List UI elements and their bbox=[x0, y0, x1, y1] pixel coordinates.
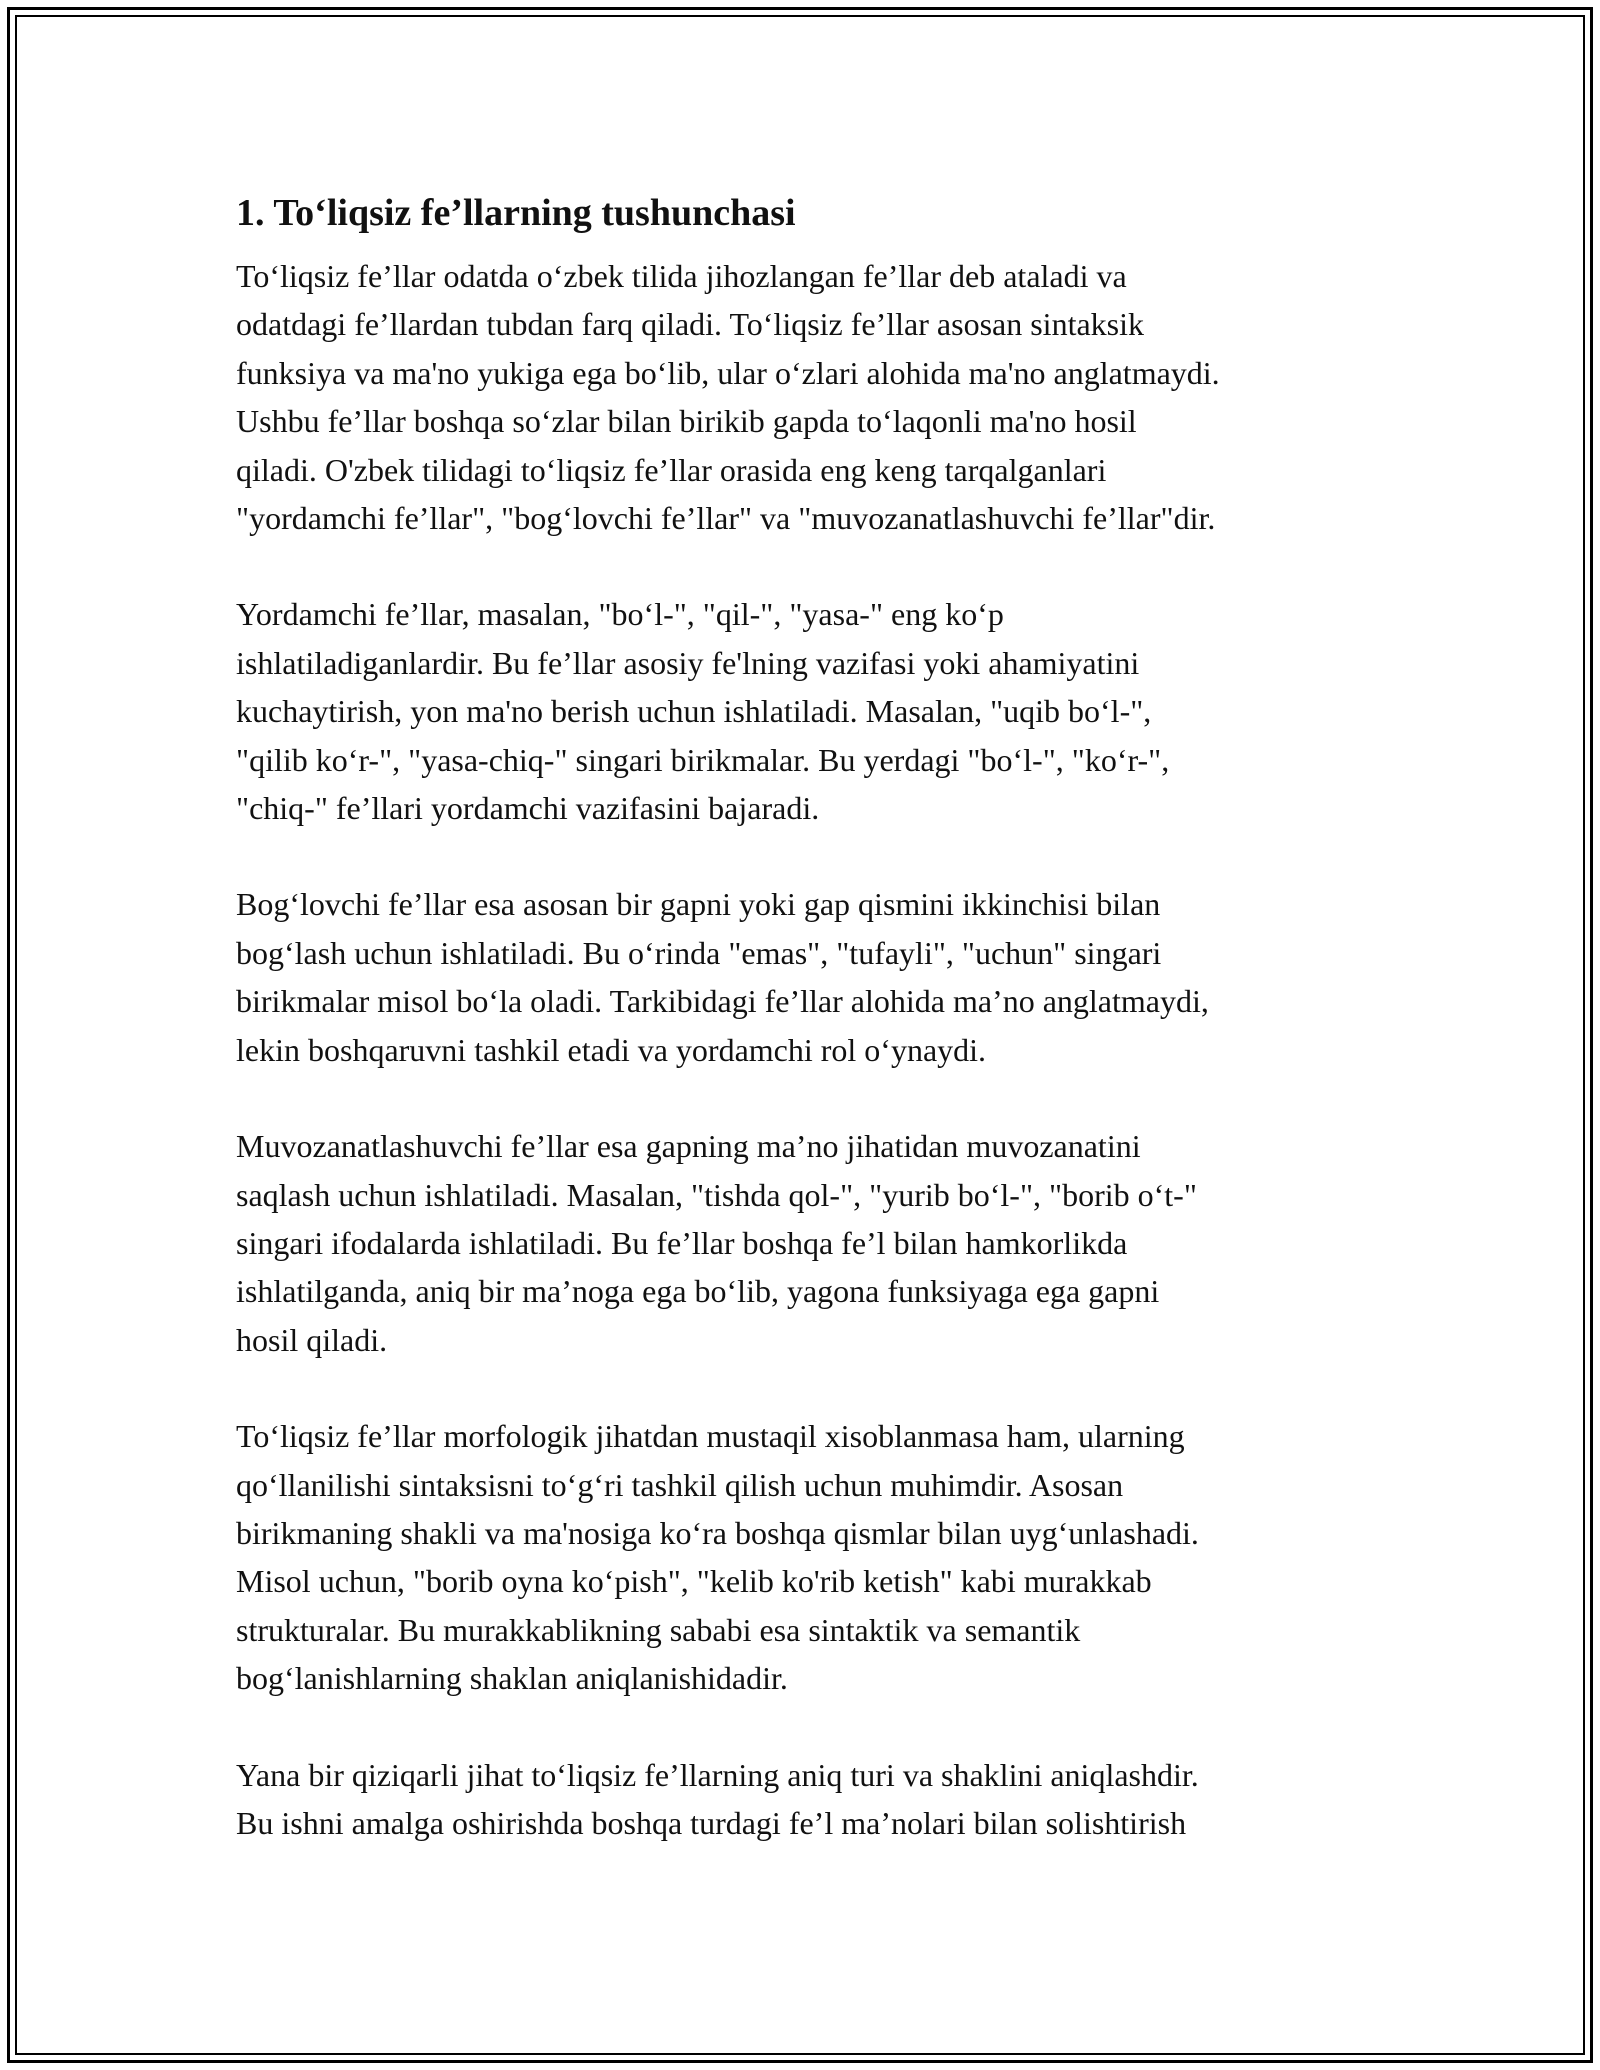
text-line: "qilib ko‘r-", "yasa-chiq-" singari birikmalar. Bu yerdagi "bo‘l-", "ko‘r-", bbox=[236, 741, 1170, 778]
paragraph-list bbox=[236, 252, 1386, 1847]
paragraph bbox=[236, 252, 1386, 542]
text-line: ishlatilganda, aniq bir ma’noga ega bo‘lib, yagona funksiyaga ega gapni bbox=[236, 1273, 1160, 1310]
text-line: strukturalar. Bu murakkablikning sababi esa sintaktik va semantik bbox=[236, 1611, 1081, 1648]
text-line: Yana bir qiziqarli jihat to‘liqsiz fe’llarning aniq turi va shaklini aniqlashdir. bbox=[236, 1756, 1199, 1793]
text-line: Yordamchi fe’llar, masalan, "bo‘l-", "qil-", "yasa-" eng ko‘p bbox=[236, 596, 1004, 633]
text-line: qo‘llanilishi sintaksisni to‘g‘ri tashkil qilish uchun muhimdir. Asosan bbox=[236, 1466, 1124, 1503]
text-line: birikmalar misol bo‘la oladi. Tarkibidagi fe’llar alohida ma’no anglatmaydi, bbox=[236, 983, 1209, 1020]
paragraph bbox=[236, 880, 1386, 1074]
text-line: "chiq-" fe’llari yordamchi vazifasini bajaradi. bbox=[236, 790, 820, 827]
text-line: kuchaytirish, yon ma'no berish uchun ishlatiladi. Masalan, "uqib bo‘l-", bbox=[236, 693, 1152, 730]
text-line: hosil qiladi. bbox=[236, 1321, 388, 1358]
text-line: bog‘lash uchun ishlatiladi. Bu o‘rinda "emas", "tufayli", "uchun" singari bbox=[236, 934, 1162, 971]
paragraph bbox=[236, 590, 1386, 832]
text-line: odatdagi fe’llardan tubdan farq qiladi. To‘liqsiz fe’llar asosan sintaksik bbox=[236, 306, 1144, 343]
text-line: bog‘lanishlarning shaklan aniqlanishidadir. bbox=[236, 1660, 788, 1697]
section-heading: 1. To‘liqsiz fe’llarning tushunchasi bbox=[236, 192, 796, 234]
paragraph bbox=[236, 1122, 1386, 1364]
text-line: Muvozanatlashuvchi fe’llar esa gapning ma’no jihatidan muvozanatini bbox=[236, 1128, 1141, 1165]
text-line: funksiya va ma'no yukiga ega bo‘lib, ular o‘zlari alohida ma'no anglatmaydi. bbox=[236, 354, 1220, 391]
paragraph bbox=[236, 1751, 1386, 1848]
text-line: Bu ishni amalga oshirishda boshqa turdagi fe’l ma’nolari bilan solishtirish bbox=[236, 1804, 1187, 1841]
text-line: Misol uchun, "borib oyna ko‘pish", "kelib ko'rib ketish" kabi murakkab bbox=[236, 1563, 1152, 1600]
text-line: lekin boshqaruvni tashkil etadi va yordamchi rol o‘ynaydi. bbox=[236, 1031, 987, 1068]
document-body bbox=[236, 186, 1386, 1895]
text-line: singari ifodalarda ishlatiladi. Bu fe’llar boshqa fe’l bilan hamkorlikda bbox=[236, 1224, 1128, 1261]
text-line: Bog‘lovchi fe’llar esa asosan bir gapni yoki gap qismini ikkinchisi bilan bbox=[236, 886, 1161, 923]
text-line: ishlatiladiganlardir. Bu fe’llar asosiy fe'lning vazifasi yoki ahamiyatini bbox=[236, 644, 1140, 681]
text-line: birikmaning shakli va ma'nosiga ko‘ra boshqa qismlar bilan uyg‘unlashadi. bbox=[236, 1514, 1199, 1551]
text-line: qiladi. O'zbek tilidagi to‘liqsiz fe’llar orasida eng keng tarqalganlari bbox=[236, 451, 1107, 488]
paragraph bbox=[236, 1412, 1386, 1702]
text-line: To‘liqsiz fe’llar odatda o‘zbek tilida jihozlangan fe’llar deb ataladi va bbox=[236, 258, 1127, 294]
text-line: saqlash uchun ishlatiladi. Masalan, "tishda qol-", "yurib bo‘l-", "borib o‘t-" bbox=[236, 1176, 1197, 1213]
text-line: To‘liqsiz fe’llar morfologik jihatdan mustaqil xisoblanmasa ham, ularning bbox=[236, 1418, 1185, 1455]
text-line: Ushbu fe’llar boshqa so‘zlar bilan birikib gapda to‘laqonli ma'no hosil bbox=[236, 403, 1137, 440]
text-line: "yordamchi fe’llar", "bog‘lovchi fe’llar" va "muvozanatlashuvchi fe’llar"dir. bbox=[236, 500, 1216, 537]
